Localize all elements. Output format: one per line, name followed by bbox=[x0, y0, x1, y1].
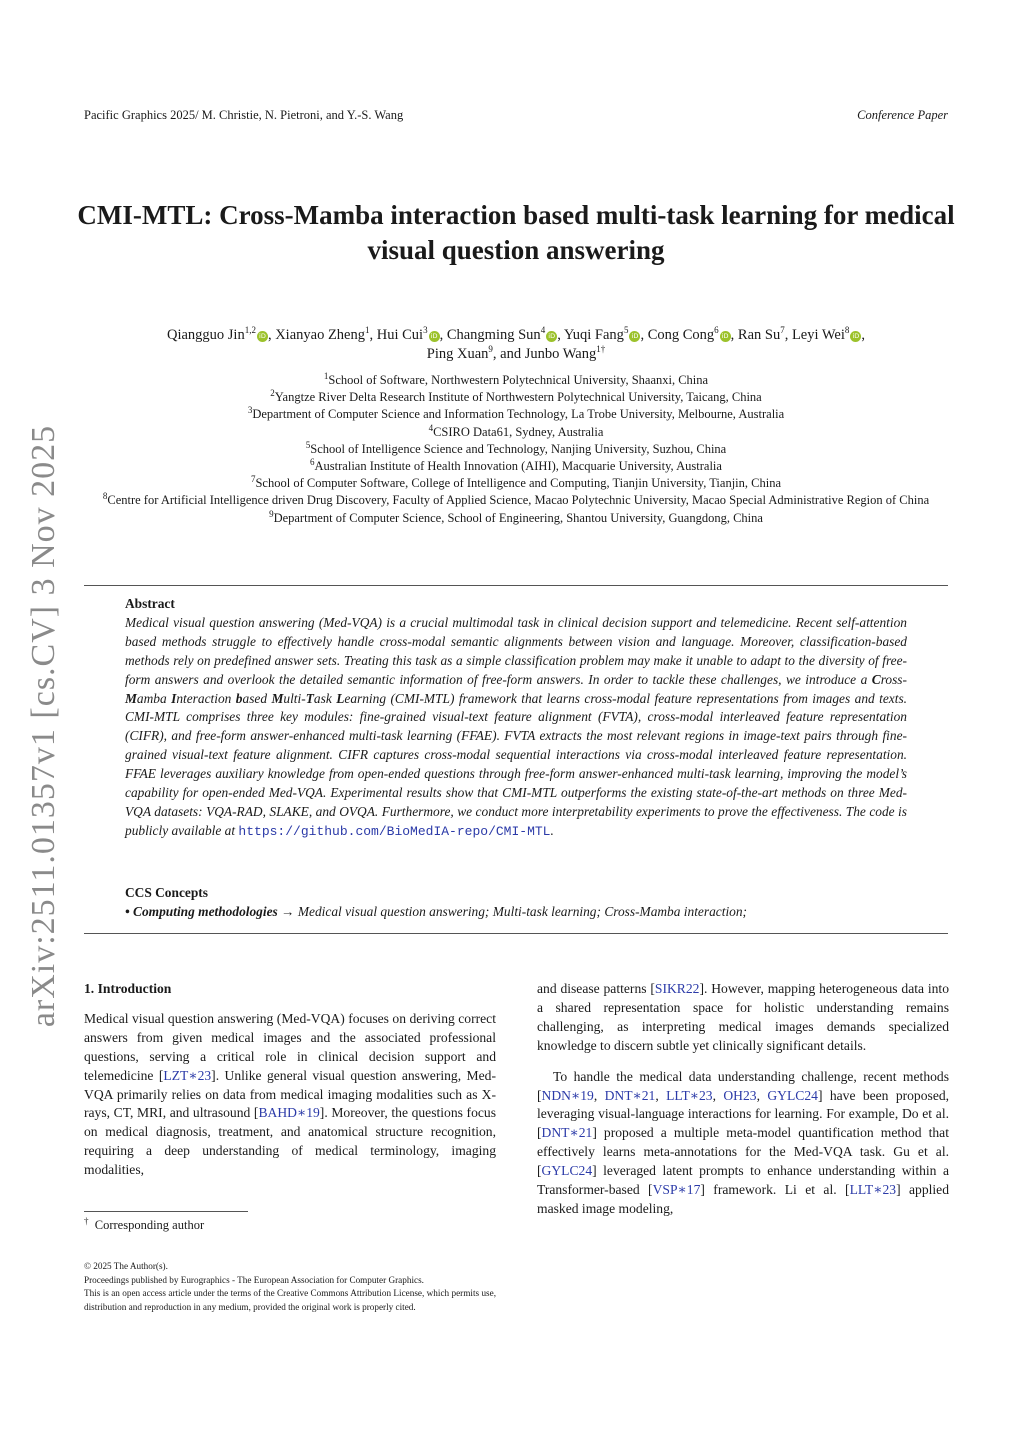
citation-link[interactable]: GYLC24 bbox=[767, 1087, 818, 1103]
affiliation bbox=[84, 492, 948, 509]
affiliation-text: Department of Computer Science and Information Technology, La Trobe University, Melbourne, Australia bbox=[252, 407, 785, 422]
intro-paragraph-1: Medical visual question answering (Med-VQA) focuses on deriving correct answers from given medical images and the associated professional questions, serving a critical role in clinical decision support and telemedicine [LZT∗23]. Unlike general visual question answering, Med-VQA primarily relies on data from medical imaging modalities such as X-rays, CT, MRI, and ultrasound [BAHD∗19]. Moreover, the questions focus on medical diagnosis, treatment, and anatomical structure recognition, requiring a deep understanding of medical terminology, imaging modalities, bbox=[84, 1010, 496, 1178]
section-heading-introduction: 1. Introduction bbox=[84, 981, 172, 996]
author-affil-mark: 8 bbox=[844, 325, 850, 336]
citation-link[interactable]: OH23 bbox=[723, 1087, 757, 1103]
author-list: Qiangguo Jin$^{1,2}$iD , Xianyao Zheng$^1$, Hui Cui$^3$iD , Changming Sun$^4$iD , Yuqi Fang$^5$iD , Cong Cong$^6$iD , Ran Su$^7$, Leyi Wei$^8$iD , Ping Xuan$^9$, and Junbo Wang$^{1\dagger}$ bbox=[166, 325, 866, 362]
license-line: This is an open access article under the terms of the Creative Commons Attribution License, which permits use, distribution and reproduction in any medium, provided the original work is properly cited. bbox=[84, 1288, 496, 1312]
running-header: Pacific Graphics 2025/ M. Christie, N. Pietroni, and Y.-S. Wang bbox=[84, 108, 404, 122]
affiliation-text: Centre for Artificial Intelligence driven Drug Discovery, Faculty of Applied Science, Macao Polytechnic University, Macao Special Administrative Region of China bbox=[107, 493, 930, 508]
affiliation-mark: 7 bbox=[250, 474, 256, 485]
affiliation bbox=[84, 424, 948, 441]
author-name: Xianyao Zheng bbox=[275, 327, 365, 343]
author-name: Qiangguo Jin bbox=[166, 327, 245, 343]
footnote-corresponding bbox=[84, 1215, 205, 1233]
author-affil-mark: 5 bbox=[623, 325, 629, 336]
affiliation-text: School of Computer Software, College of Intelligence and Computing, Tianjin University, Tianjin, China bbox=[255, 476, 782, 491]
divider-top bbox=[84, 585, 948, 586]
abstract-text-1: Medical visual question answering (Med-VQA) is a crucial multimodal task in clinical decision support and telemedicine. Recent self-attention based methods struggle to effectively handle cross-modal semantic alignments between vision and language. Moreover, classification-based methods rely on predefined answer sets. Treating this task as a simple classification problem may make it unable to adapt to the diversity of free-form answers and overlook the detailed semantic information of free-form answers. In order to tackle these challenges, we introduce a bbox=[125, 614, 907, 687]
ccs-terms: Medical visual question answering; Multi-task learning; Cross-Mamba interaction; bbox=[297, 903, 748, 919]
orcid-icon[interactable]: iD bbox=[429, 331, 440, 342]
author-name: Cong Cong bbox=[647, 327, 715, 343]
affiliation-text: School of Intelligence Science and Technology, Nanjing University, Suzhou, China bbox=[310, 441, 727, 456]
framework-name: Cross-Mamba Interaction based Multi-Task Learning bbox=[125, 671, 907, 706]
paper-type-label: Conference Paper bbox=[857, 108, 948, 122]
citation-link[interactable]: GYLC24 bbox=[541, 1163, 593, 1179]
abstract-body bbox=[125, 614, 907, 842]
author-affil-mark: 4 bbox=[540, 325, 546, 336]
affiliation-mark: 8 bbox=[102, 491, 108, 502]
ccs-entry bbox=[125, 903, 907, 922]
affiliation-mark: 3 bbox=[247, 405, 253, 416]
affiliation bbox=[84, 372, 948, 389]
affiliation bbox=[84, 441, 948, 458]
author-name: Ping Xuan bbox=[426, 346, 489, 362]
affiliation-text: School of Software, Northwestern Polytechnical University, Shaanxi, China bbox=[328, 373, 709, 387]
author-name: Hui Cui bbox=[376, 327, 424, 343]
code-url-link[interactable]: https://github.com/BioMedIA-repo/CMI-MTL bbox=[238, 823, 551, 839]
publisher-line: Proceedings published by Eurographics - The European Association for Computer Graphics. bbox=[84, 1274, 424, 1285]
citation-link[interactable]: DNT∗21 bbox=[604, 1087, 656, 1103]
author-affil-mark: 6 bbox=[714, 325, 719, 336]
intro-paragraph-3: To handle the medical data understanding challenge, recent methods [NDN∗19, DNT∗21, LLT∗23, OH23, GYLC24] have been proposed, leveraging visual-language interactions for learning. For example, Do et al. [DNT∗21] proposed a multiple meta-model quantification method that effectively learns meta-annotations for the Med-VQA task. Gu et al. [GYLC24] leveraged latent prompts to enhance understanding within a Transformer-based [VSP∗17] framework. Li et al. [LLT∗23] applied masked image modeling, bbox=[537, 1068, 950, 1216]
affiliation-text: Yangtze River Delta Research Institute of Northwestern Polytechnical University, Taicang, China bbox=[274, 390, 762, 405]
author-affil-mark: 1 bbox=[365, 325, 370, 336]
affiliation bbox=[84, 406, 948, 423]
arrow-icon: → bbox=[281, 903, 295, 919]
affiliation bbox=[84, 475, 948, 492]
footnote-text: Corresponding author bbox=[94, 1218, 205, 1232]
author-affil-mark: 7 bbox=[780, 325, 785, 336]
affiliation-mark: 9 bbox=[269, 508, 274, 519]
orcid-icon[interactable]: iD bbox=[850, 331, 861, 342]
citation-link[interactable]: VSP∗17 bbox=[652, 1182, 701, 1198]
affiliation-mark: 1 bbox=[323, 370, 329, 381]
affiliation bbox=[84, 458, 948, 475]
citation-link[interactable]: NDN∗19 bbox=[541, 1087, 594, 1103]
affiliation-list bbox=[84, 372, 948, 527]
author-name: Changming Sun bbox=[446, 327, 541, 343]
author-affil-mark: 1† bbox=[596, 344, 606, 355]
orcid-icon[interactable]: iD bbox=[629, 331, 640, 342]
affiliation bbox=[84, 389, 948, 406]
citation-link[interactable]: LZT∗23 bbox=[163, 1067, 212, 1083]
column-right bbox=[537, 980, 949, 1219]
affiliation-text: Department of Computer Science, School of Engineering, Shantou University, Guangdong, China bbox=[273, 510, 763, 525]
divider-bottom bbox=[84, 933, 948, 934]
arxiv-identifier: arXiv:2511.01357v1 [cs.CV] 3 Nov 2025 bbox=[25, 424, 62, 1028]
paper-title: CMI-MTL: Cross-Mamba interaction based multi-task learning for medical visual question answering bbox=[77, 200, 955, 265]
abstract-text-2: (CMI-MTL) framework that learns cross-modal feature representations from images and texts. CMI-MTL comprises three key modules: fine-grained visual-text feature alignment (FVTA), cross-modal interleaved feature representation (CIFR), and free-form answer-enhanced multi-task learning (FFAE). FVTA extracts the most relevant regions in image-text pairs through fine-grained visual-text feature alignment. CIFR captures cross-modal sequential interactions via cross-modal interleaved feature representation. FFAE leverages auxiliary knowledge from open-ended questions through free-form answer-enhanced multi-task learning, improving the model’s capability for open-ended Med-VQA. Experimental results show that CMI-MTL outperforms the existing state-of-the-art methods on three Med-VQA datasets: VQA-RAD, SLAKE, and OVQA. Furthermore, we conduct more interpretability experiments to prove the effectiveness. The code is publicly available at bbox=[125, 690, 908, 838]
author-name: Ran Su bbox=[737, 327, 781, 343]
affiliation-mark: 6 bbox=[310, 456, 315, 467]
orcid-icon[interactable]: iD bbox=[720, 331, 731, 342]
affiliation-text: CSIRO Data61, Sydney, Australia bbox=[433, 424, 604, 439]
affiliation-mark: 5 bbox=[305, 439, 311, 450]
column-left bbox=[84, 980, 496, 1180]
abstract-heading: Abstract bbox=[125, 596, 175, 611]
citation-link[interactable]: SIKR22 bbox=[654, 981, 700, 996]
ccs-concepts bbox=[125, 884, 907, 922]
abstract-end: . bbox=[550, 822, 554, 838]
affiliation bbox=[84, 510, 948, 527]
author-affil-mark: 9 bbox=[488, 344, 493, 355]
citation-link[interactable]: LLT∗23 bbox=[666, 1087, 713, 1103]
copyright-line: © 2025 The Author(s). bbox=[84, 1261, 168, 1271]
author-name: Leyi Wei bbox=[791, 327, 845, 343]
footnote-rule bbox=[84, 1211, 248, 1212]
affiliation-text: Australian Institute of Health Innovation (AIHI), Macquarie University, Australia bbox=[314, 459, 722, 474]
author-affil-mark: 3 bbox=[423, 325, 428, 336]
copyright-block bbox=[84, 1260, 496, 1314]
affiliation-mark: 2 bbox=[270, 388, 275, 399]
author-affil-mark: 1,2 bbox=[244, 325, 256, 336]
orcid-icon[interactable]: iD bbox=[257, 331, 268, 342]
author-name: Yuqi Fang bbox=[563, 327, 624, 343]
affiliation-mark: 4 bbox=[428, 422, 434, 433]
orcid-icon[interactable]: iD bbox=[546, 331, 557, 342]
ccs-category: • Computing methodologies bbox=[125, 903, 278, 919]
citation-link[interactable]: LLT∗23 bbox=[849, 1182, 897, 1198]
intro-paragraph-2: and disease patterns [SIKR22]. However, mapping heterogeneous data into a shared representation space for holistic understanding remains challenging, as interpreting medical images demands specialized knowledge to discern subtle yet clinically significant details. bbox=[537, 981, 950, 1053]
abstract-section bbox=[125, 595, 907, 842]
author-name: Junbo Wang bbox=[524, 346, 597, 362]
citation-link[interactable]: BAHD∗19 bbox=[258, 1105, 320, 1121]
ccs-heading: CCS Concepts bbox=[125, 885, 208, 900]
dagger-mark: † bbox=[84, 1215, 89, 1226]
citation-link[interactable]: DNT∗21 bbox=[541, 1125, 593, 1141]
